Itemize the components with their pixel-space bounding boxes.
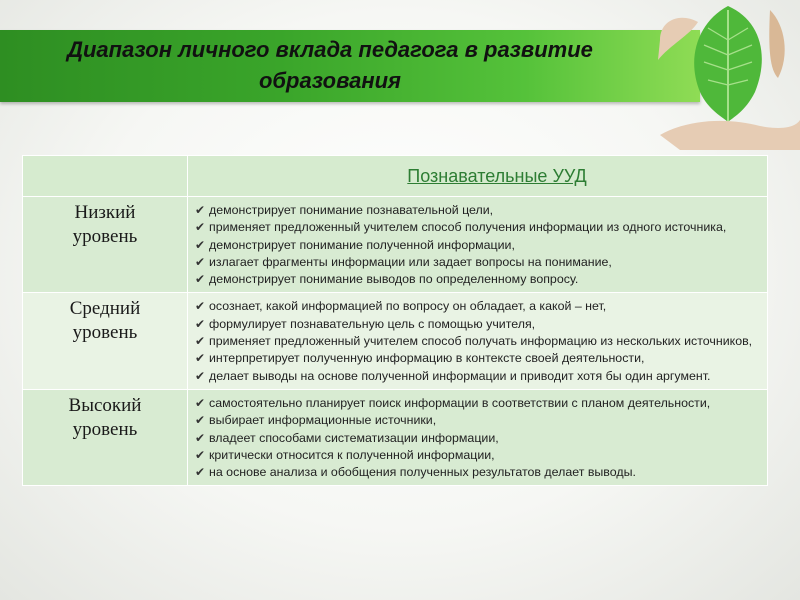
lower-hand-shape [660, 120, 800, 150]
item-text: демонстрирует понимание выводов по определенному вопросу. [209, 272, 579, 287]
level-label: Низкий [74, 202, 136, 223]
check-icon: ✔ [195, 395, 206, 410]
list-item [195, 350, 760, 367]
item-text: демонстрирует понимание полученной информации, [209, 237, 515, 252]
item-text: на основе анализа и обобщения полученных результатов делает выводы. [209, 465, 636, 480]
level-cell [23, 389, 188, 485]
check-icon: ✔ [195, 299, 206, 314]
check-icon: ✔ [195, 465, 206, 480]
item-text: выбирает информационные источники, [209, 413, 437, 428]
item-text: делает выводы на основе полученной информации и приводит хотя бы один аргумент. [209, 368, 711, 383]
check-icon: ✔ [195, 272, 206, 287]
list-item [195, 395, 760, 412]
page-title [0, 34, 660, 96]
item-text: интерпретирует полученную информацию в контексте своей деятельности, [209, 351, 645, 366]
table-header-row [23, 156, 768, 197]
table-row-medium [23, 293, 768, 389]
list-item [195, 219, 760, 236]
leaf-in-hands-illustration [620, 0, 800, 150]
page-title-line-2: образования [258, 68, 402, 93]
upper-hand-shape [658, 18, 698, 60]
level-label: уровень [72, 226, 138, 247]
check-icon: ✔ [195, 447, 206, 462]
item-text: владеет способами систематизации информации, [209, 430, 499, 445]
list-item [195, 447, 760, 464]
item-list [189, 391, 766, 484]
item-text: применяет предложенный учителем способ получения информации из одного источника, [209, 220, 727, 235]
check-icon: ✔ [195, 334, 206, 349]
item-text: формулирует познавательную цель с помощью учителя, [209, 316, 536, 331]
item-text: применяет предложенный учителем способ получать информацию из нескольких источников, [209, 334, 753, 349]
items-cell [188, 293, 768, 389]
level-label: Высокий [68, 394, 142, 416]
check-icon: ✔ [195, 203, 206, 217]
check-icon: ✔ [195, 254, 206, 269]
list-item [195, 368, 760, 385]
item-text: демонстрирует понимание познавательной цели, [209, 203, 494, 217]
item-list [189, 198, 766, 291]
items-cell [188, 389, 768, 485]
level-label: уровень [72, 418, 138, 440]
level-cell [23, 197, 188, 293]
page-title-line-1: Диапазон личного вклада педагога в развитие [67, 37, 593, 62]
leaf-icon [694, 6, 762, 122]
list-item [195, 271, 760, 288]
list-item [195, 254, 760, 271]
list-item [195, 333, 760, 350]
check-icon: ✔ [195, 351, 206, 366]
level-label: Средний [69, 298, 141, 320]
list-item [195, 237, 760, 254]
level-cell [23, 293, 188, 389]
item-text: излагает фрагменты информации или задает вопросы на понимание, [209, 254, 612, 269]
item-text: критически относится к полученной информации, [209, 447, 495, 462]
item-list [189, 294, 766, 387]
list-item [195, 298, 760, 315]
items-cell [188, 197, 768, 293]
check-icon: ✔ [195, 220, 206, 235]
list-item [195, 430, 760, 447]
level-label: уровень [72, 322, 138, 344]
list-item [195, 412, 760, 429]
list-item [195, 464, 760, 481]
check-icon: ✔ [195, 430, 206, 445]
check-icon: ✔ [195, 413, 206, 428]
list-item [195, 316, 760, 333]
check-icon: ✔ [195, 316, 206, 331]
header-empty-cell [23, 156, 188, 197]
item-text: самостоятельно планирует поиск информации в соответствии с планом деятельности, [209, 395, 711, 410]
item-text: осознает, какой информацией по вопросу он обладает, а какой – нет, [209, 299, 607, 314]
list-item [195, 202, 760, 219]
table-row-low [23, 197, 768, 293]
uud-table [22, 155, 768, 486]
check-icon: ✔ [195, 237, 206, 252]
check-icon: ✔ [195, 368, 206, 383]
table-row-high [23, 389, 768, 485]
column-header: Познавательные УУД [188, 156, 768, 197]
